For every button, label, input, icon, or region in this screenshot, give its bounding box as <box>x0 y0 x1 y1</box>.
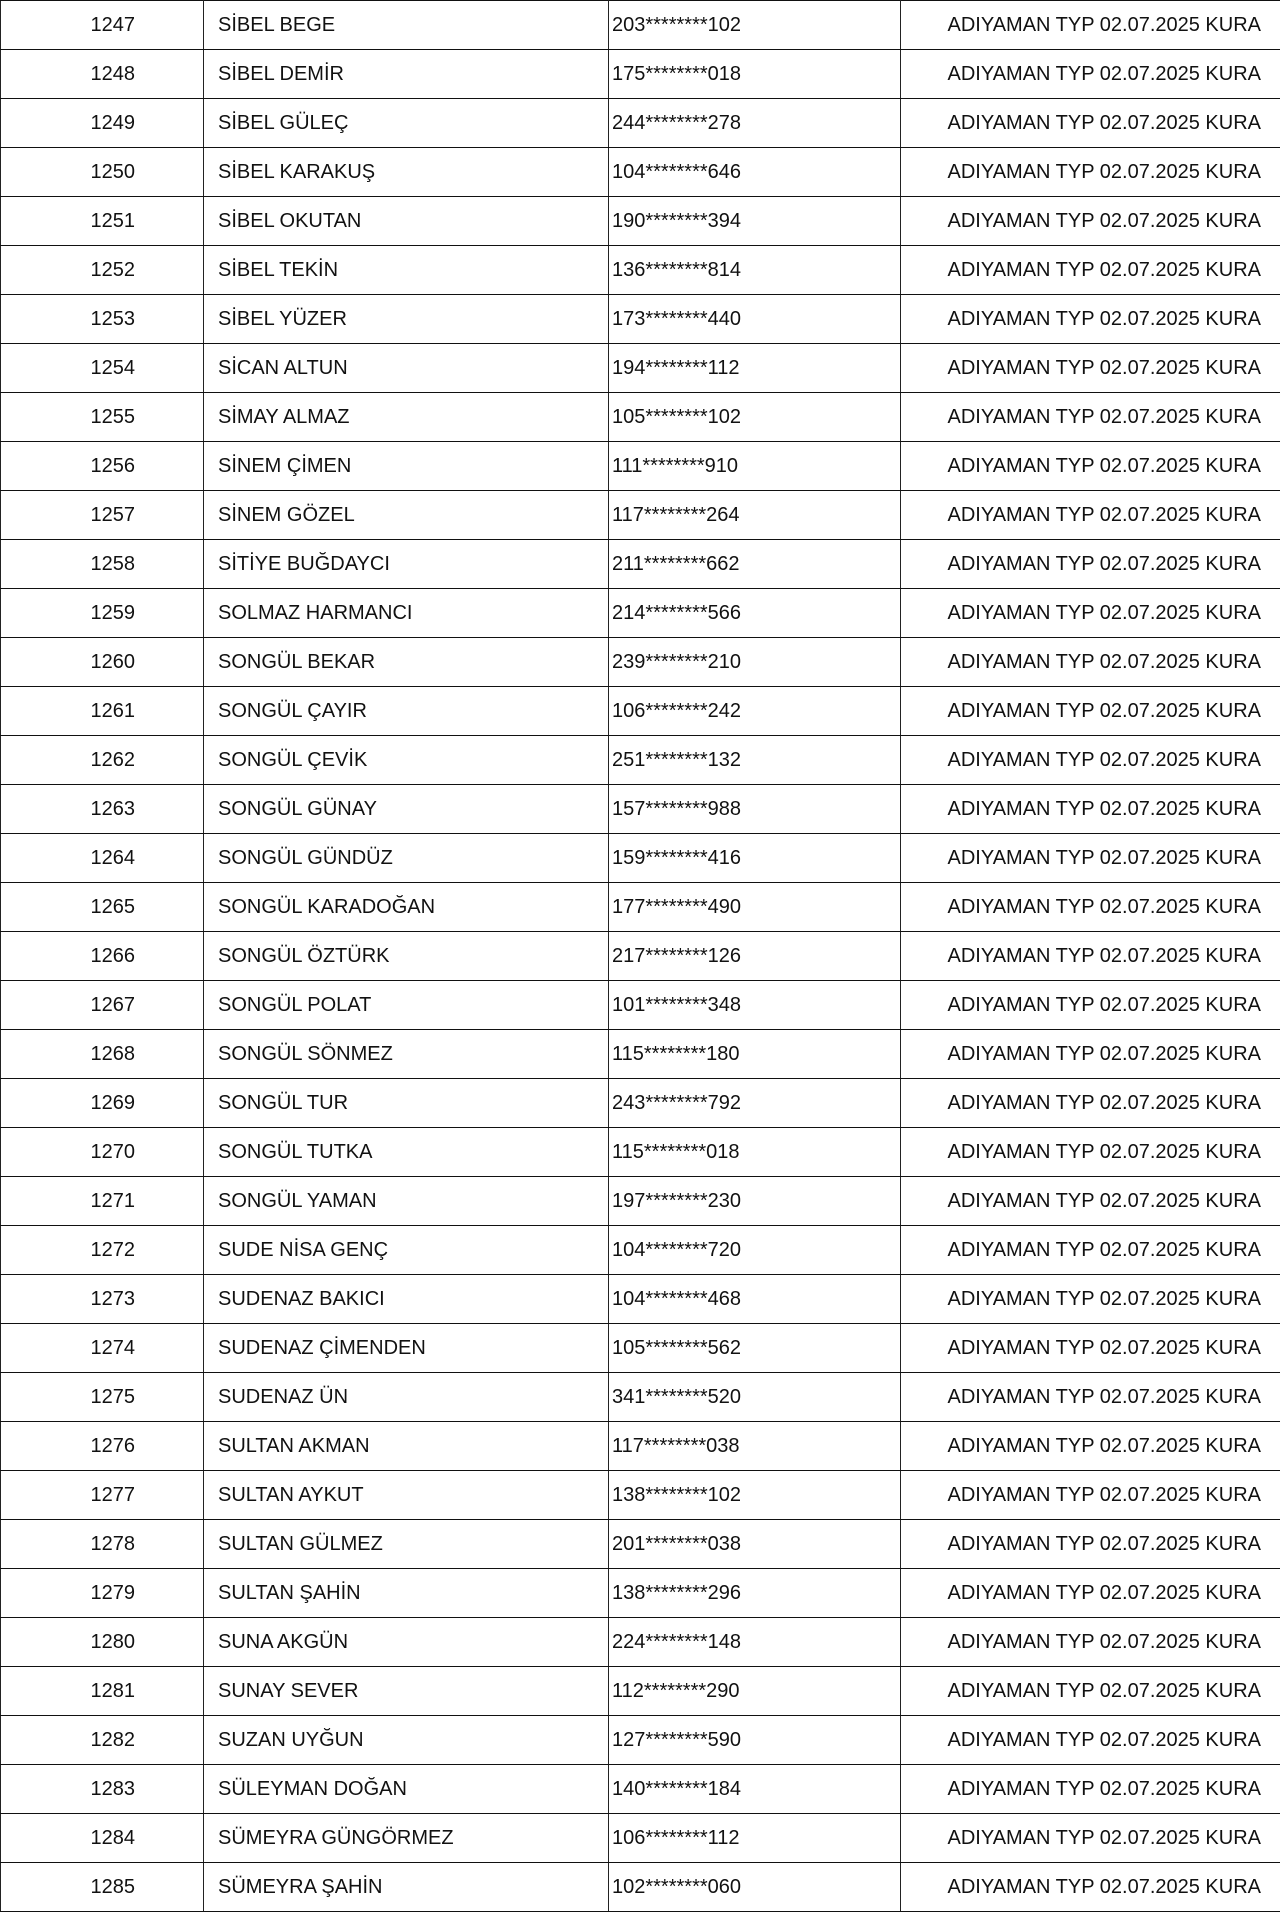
description-cell: ADIYAMAN TYP 02.07.2025 KURA <box>901 1324 1280 1373</box>
person-name-cell: SONGÜL ÖZTÜRK <box>204 932 609 981</box>
description-cell: ADIYAMAN TYP 02.07.2025 KURA <box>901 1373 1280 1422</box>
row-number-cell: 1279 <box>1 1569 204 1618</box>
person-name-cell: SÜMEYRA ŞAHİN <box>204 1863 609 1912</box>
row-number-cell: 1283 <box>1 1765 204 1814</box>
person-name-cell: SİMAY ALMAZ <box>204 393 609 442</box>
table-row <box>1 148 1280 197</box>
masked-id-cell: 217********126 <box>609 932 901 981</box>
row-number-cell: 1251 <box>1 197 204 246</box>
description-cell: ADIYAMAN TYP 02.07.2025 KURA <box>901 344 1280 393</box>
description-cell: ADIYAMAN TYP 02.07.2025 KURA <box>901 638 1280 687</box>
table-row <box>1 736 1280 785</box>
row-number-cell: 1270 <box>1 1128 204 1177</box>
masked-id-cell: 117********038 <box>609 1422 901 1471</box>
table-row <box>1 1716 1280 1765</box>
table-row <box>1 1765 1280 1814</box>
row-number-cell: 1274 <box>1 1324 204 1373</box>
person-name-cell: SONGÜL TUTKA <box>204 1128 609 1177</box>
masked-id-cell: 106********112 <box>609 1814 901 1863</box>
row-number-cell: 1277 <box>1 1471 204 1520</box>
person-name-cell: SİNEM GÖZEL <box>204 491 609 540</box>
row-number-cell: 1276 <box>1 1422 204 1471</box>
description-cell: ADIYAMAN TYP 02.07.2025 KURA <box>901 1863 1280 1912</box>
description-cell: ADIYAMAN TYP 02.07.2025 KURA <box>901 1177 1280 1226</box>
masked-id-cell: 175********018 <box>609 50 901 99</box>
person-name-cell: SUNAY SEVER <box>204 1667 609 1716</box>
person-name-cell: SİBEL DEMİR <box>204 50 609 99</box>
row-number-cell: 1250 <box>1 148 204 197</box>
table-row <box>1 99 1280 148</box>
row-number-cell: 1264 <box>1 834 204 883</box>
masked-id-cell: 190********394 <box>609 197 901 246</box>
row-number-cell: 1247 <box>1 1 204 50</box>
table-row <box>1 246 1280 295</box>
table-row <box>1 344 1280 393</box>
table-row <box>1 1667 1280 1716</box>
row-number-cell: 1254 <box>1 344 204 393</box>
table-row <box>1 1226 1280 1275</box>
table-row <box>1 50 1280 99</box>
description-cell: ADIYAMAN TYP 02.07.2025 KURA <box>901 99 1280 148</box>
masked-id-cell: 157********988 <box>609 785 901 834</box>
description-cell: ADIYAMAN TYP 02.07.2025 KURA <box>901 295 1280 344</box>
description-cell: ADIYAMAN TYP 02.07.2025 KURA <box>901 1520 1280 1569</box>
masked-id-cell: 243********792 <box>609 1079 901 1128</box>
person-name-cell: SULTAN ŞAHİN <box>204 1569 609 1618</box>
description-cell: ADIYAMAN TYP 02.07.2025 KURA <box>901 246 1280 295</box>
row-number-cell: 1282 <box>1 1716 204 1765</box>
description-cell: ADIYAMAN TYP 02.07.2025 KURA <box>901 1667 1280 1716</box>
description-cell: ADIYAMAN TYP 02.07.2025 KURA <box>901 1128 1280 1177</box>
table-row <box>1 1618 1280 1667</box>
person-name-cell: SİBEL OKUTAN <box>204 197 609 246</box>
table-row <box>1 981 1280 1030</box>
table-row <box>1 197 1280 246</box>
masked-id-cell: 224********148 <box>609 1618 901 1667</box>
row-number-cell: 1261 <box>1 687 204 736</box>
table-row <box>1 834 1280 883</box>
table-row <box>1 491 1280 540</box>
table-row <box>1 932 1280 981</box>
masked-id-cell: 138********296 <box>609 1569 901 1618</box>
description-cell: ADIYAMAN TYP 02.07.2025 KURA <box>901 491 1280 540</box>
masked-id-cell: 251********132 <box>609 736 901 785</box>
table-row <box>1 687 1280 736</box>
description-cell: ADIYAMAN TYP 02.07.2025 KURA <box>901 1814 1280 1863</box>
row-number-cell: 1253 <box>1 295 204 344</box>
description-cell: ADIYAMAN TYP 02.07.2025 KURA <box>901 736 1280 785</box>
masked-id-cell: 203********102 <box>609 1 901 50</box>
row-number-cell: 1252 <box>1 246 204 295</box>
masked-id-cell: 102********060 <box>609 1863 901 1912</box>
person-name-cell: SONGÜL SÖNMEZ <box>204 1030 609 1079</box>
person-name-cell: SİBEL TEKİN <box>204 246 609 295</box>
description-cell: ADIYAMAN TYP 02.07.2025 KURA <box>901 834 1280 883</box>
table-row <box>1 638 1280 687</box>
row-number-cell: 1266 <box>1 932 204 981</box>
person-name-cell: SİTİYE BUĞDAYCI <box>204 540 609 589</box>
table-row <box>1 1324 1280 1373</box>
table-row <box>1 1 1280 50</box>
masked-id-cell: 201********038 <box>609 1520 901 1569</box>
masked-id-cell: 244********278 <box>609 99 901 148</box>
table-row <box>1 785 1280 834</box>
description-cell: ADIYAMAN TYP 02.07.2025 KURA <box>901 442 1280 491</box>
row-number-cell: 1267 <box>1 981 204 1030</box>
person-name-cell: SONGÜL GÜNAY <box>204 785 609 834</box>
row-number-cell: 1265 <box>1 883 204 932</box>
row-number-cell: 1275 <box>1 1373 204 1422</box>
description-cell: ADIYAMAN TYP 02.07.2025 KURA <box>901 1079 1280 1128</box>
description-cell: ADIYAMAN TYP 02.07.2025 KURA <box>901 1471 1280 1520</box>
table-row <box>1 589 1280 638</box>
description-cell: ADIYAMAN TYP 02.07.2025 KURA <box>901 197 1280 246</box>
table-row <box>1 1177 1280 1226</box>
row-number-cell: 1255 <box>1 393 204 442</box>
table-row <box>1 1422 1280 1471</box>
person-name-cell: SİNEM ÇİMEN <box>204 442 609 491</box>
masked-id-cell: 115********018 <box>609 1128 901 1177</box>
masked-id-cell: 105********102 <box>609 393 901 442</box>
table-row <box>1 295 1280 344</box>
row-number-cell: 1284 <box>1 1814 204 1863</box>
row-number-cell: 1262 <box>1 736 204 785</box>
table-row <box>1 1863 1280 1912</box>
description-cell: ADIYAMAN TYP 02.07.2025 KURA <box>901 148 1280 197</box>
row-number-cell: 1268 <box>1 1030 204 1079</box>
masked-id-cell: 177********490 <box>609 883 901 932</box>
masked-id-cell: 136********814 <box>609 246 901 295</box>
table-row <box>1 540 1280 589</box>
person-name-cell: SONGÜL KARADOĞAN <box>204 883 609 932</box>
person-name-cell: SUDENAZ ÇİMENDEN <box>204 1324 609 1373</box>
description-cell: ADIYAMAN TYP 02.07.2025 KURA <box>901 1569 1280 1618</box>
description-cell: ADIYAMAN TYP 02.07.2025 KURA <box>901 1226 1280 1275</box>
row-number-cell: 1258 <box>1 540 204 589</box>
person-name-cell: SONGÜL ÇAYIR <box>204 687 609 736</box>
person-name-cell: SİCAN ALTUN <box>204 344 609 393</box>
table-row <box>1 1079 1280 1128</box>
row-number-cell: 1260 <box>1 638 204 687</box>
description-cell: ADIYAMAN TYP 02.07.2025 KURA <box>901 393 1280 442</box>
person-name-cell: SULTAN GÜLMEZ <box>204 1520 609 1569</box>
masked-id-cell: 239********210 <box>609 638 901 687</box>
person-name-cell: SONGÜL GÜNDÜZ <box>204 834 609 883</box>
description-cell: ADIYAMAN TYP 02.07.2025 KURA <box>901 687 1280 736</box>
person-name-cell: SONGÜL POLAT <box>204 981 609 1030</box>
description-cell: ADIYAMAN TYP 02.07.2025 KURA <box>901 589 1280 638</box>
table-row <box>1 1520 1280 1569</box>
masked-id-cell: 159********416 <box>609 834 901 883</box>
results-table-body <box>1 1 1280 1912</box>
table-row <box>1 1471 1280 1520</box>
person-name-cell: SÜMEYRA GÜNGÖRMEZ <box>204 1814 609 1863</box>
row-number-cell: 1278 <box>1 1520 204 1569</box>
description-cell: ADIYAMAN TYP 02.07.2025 KURA <box>901 932 1280 981</box>
description-cell: ADIYAMAN TYP 02.07.2025 KURA <box>901 1618 1280 1667</box>
description-cell: ADIYAMAN TYP 02.07.2025 KURA <box>901 1 1280 50</box>
table-row <box>1 1128 1280 1177</box>
row-number-cell: 1257 <box>1 491 204 540</box>
description-cell: ADIYAMAN TYP 02.07.2025 KURA <box>901 1422 1280 1471</box>
description-cell: ADIYAMAN TYP 02.07.2025 KURA <box>901 883 1280 932</box>
masked-id-cell: 104********720 <box>609 1226 901 1275</box>
row-number-cell: 1249 <box>1 99 204 148</box>
table-row <box>1 393 1280 442</box>
person-name-cell: SUDE NİSA GENÇ <box>204 1226 609 1275</box>
table-row <box>1 1373 1280 1422</box>
person-name-cell: SOLMAZ HARMANCI <box>204 589 609 638</box>
description-cell: ADIYAMAN TYP 02.07.2025 KURA <box>901 1275 1280 1324</box>
table-row <box>1 883 1280 932</box>
row-number-cell: 1248 <box>1 50 204 99</box>
description-cell: ADIYAMAN TYP 02.07.2025 KURA <box>901 540 1280 589</box>
masked-id-cell: 104********646 <box>609 148 901 197</box>
masked-id-cell: 214********566 <box>609 589 901 638</box>
masked-id-cell: 106********242 <box>609 687 901 736</box>
table-row <box>1 1814 1280 1863</box>
person-name-cell: SULTAN AYKUT <box>204 1471 609 1520</box>
description-cell: ADIYAMAN TYP 02.07.2025 KURA <box>901 981 1280 1030</box>
row-number-cell: 1259 <box>1 589 204 638</box>
masked-id-cell: 101********348 <box>609 981 901 1030</box>
row-number-cell: 1273 <box>1 1275 204 1324</box>
person-name-cell: SİBEL BEGE <box>204 1 609 50</box>
masked-id-cell: 104********468 <box>609 1275 901 1324</box>
person-name-cell: SİBEL GÜLEÇ <box>204 99 609 148</box>
masked-id-cell: 127********590 <box>609 1716 901 1765</box>
person-name-cell: SULTAN AKMAN <box>204 1422 609 1471</box>
row-number-cell: 1256 <box>1 442 204 491</box>
masked-id-cell: 117********264 <box>609 491 901 540</box>
person-name-cell: SONGÜL TUR <box>204 1079 609 1128</box>
row-number-cell: 1280 <box>1 1618 204 1667</box>
masked-id-cell: 105********562 <box>609 1324 901 1373</box>
table-row <box>1 1275 1280 1324</box>
table-row <box>1 1030 1280 1079</box>
masked-id-cell: 115********180 <box>609 1030 901 1079</box>
masked-id-cell: 194********112 <box>609 344 901 393</box>
person-name-cell: SONGÜL YAMAN <box>204 1177 609 1226</box>
description-cell: ADIYAMAN TYP 02.07.2025 KURA <box>901 50 1280 99</box>
person-name-cell: SUDENAZ BAKICI <box>204 1275 609 1324</box>
person-name-cell: SUZAN UYĞUN <box>204 1716 609 1765</box>
person-name-cell: SÜLEYMAN DOĞAN <box>204 1765 609 1814</box>
table-row <box>1 1569 1280 1618</box>
row-number-cell: 1269 <box>1 1079 204 1128</box>
person-name-cell: SİBEL KARAKUŞ <box>204 148 609 197</box>
row-number-cell: 1272 <box>1 1226 204 1275</box>
person-name-cell: SONGÜL BEKAR <box>204 638 609 687</box>
description-cell: ADIYAMAN TYP 02.07.2025 KURA <box>901 785 1280 834</box>
table-row <box>1 442 1280 491</box>
masked-id-cell: 138********102 <box>609 1471 901 1520</box>
row-number-cell: 1263 <box>1 785 204 834</box>
masked-id-cell: 112********290 <box>609 1667 901 1716</box>
masked-id-cell: 197********230 <box>609 1177 901 1226</box>
masked-id-cell: 140********184 <box>609 1765 901 1814</box>
person-name-cell: SUNA AKGÜN <box>204 1618 609 1667</box>
row-number-cell: 1271 <box>1 1177 204 1226</box>
person-name-cell: SONGÜL ÇEVİK <box>204 736 609 785</box>
person-name-cell: SUDENAZ ÜN <box>204 1373 609 1422</box>
row-number-cell: 1285 <box>1 1863 204 1912</box>
row-number-cell: 1281 <box>1 1667 204 1716</box>
masked-id-cell: 111********910 <box>609 442 901 491</box>
masked-id-cell: 173********440 <box>609 295 901 344</box>
person-name-cell: SİBEL YÜZER <box>204 295 609 344</box>
description-cell: ADIYAMAN TYP 02.07.2025 KURA <box>901 1030 1280 1079</box>
masked-id-cell: 211********662 <box>609 540 901 589</box>
masked-id-cell: 341********520 <box>609 1373 901 1422</box>
description-cell: ADIYAMAN TYP 02.07.2025 KURA <box>901 1716 1280 1765</box>
description-cell: ADIYAMAN TYP 02.07.2025 KURA <box>901 1765 1280 1814</box>
